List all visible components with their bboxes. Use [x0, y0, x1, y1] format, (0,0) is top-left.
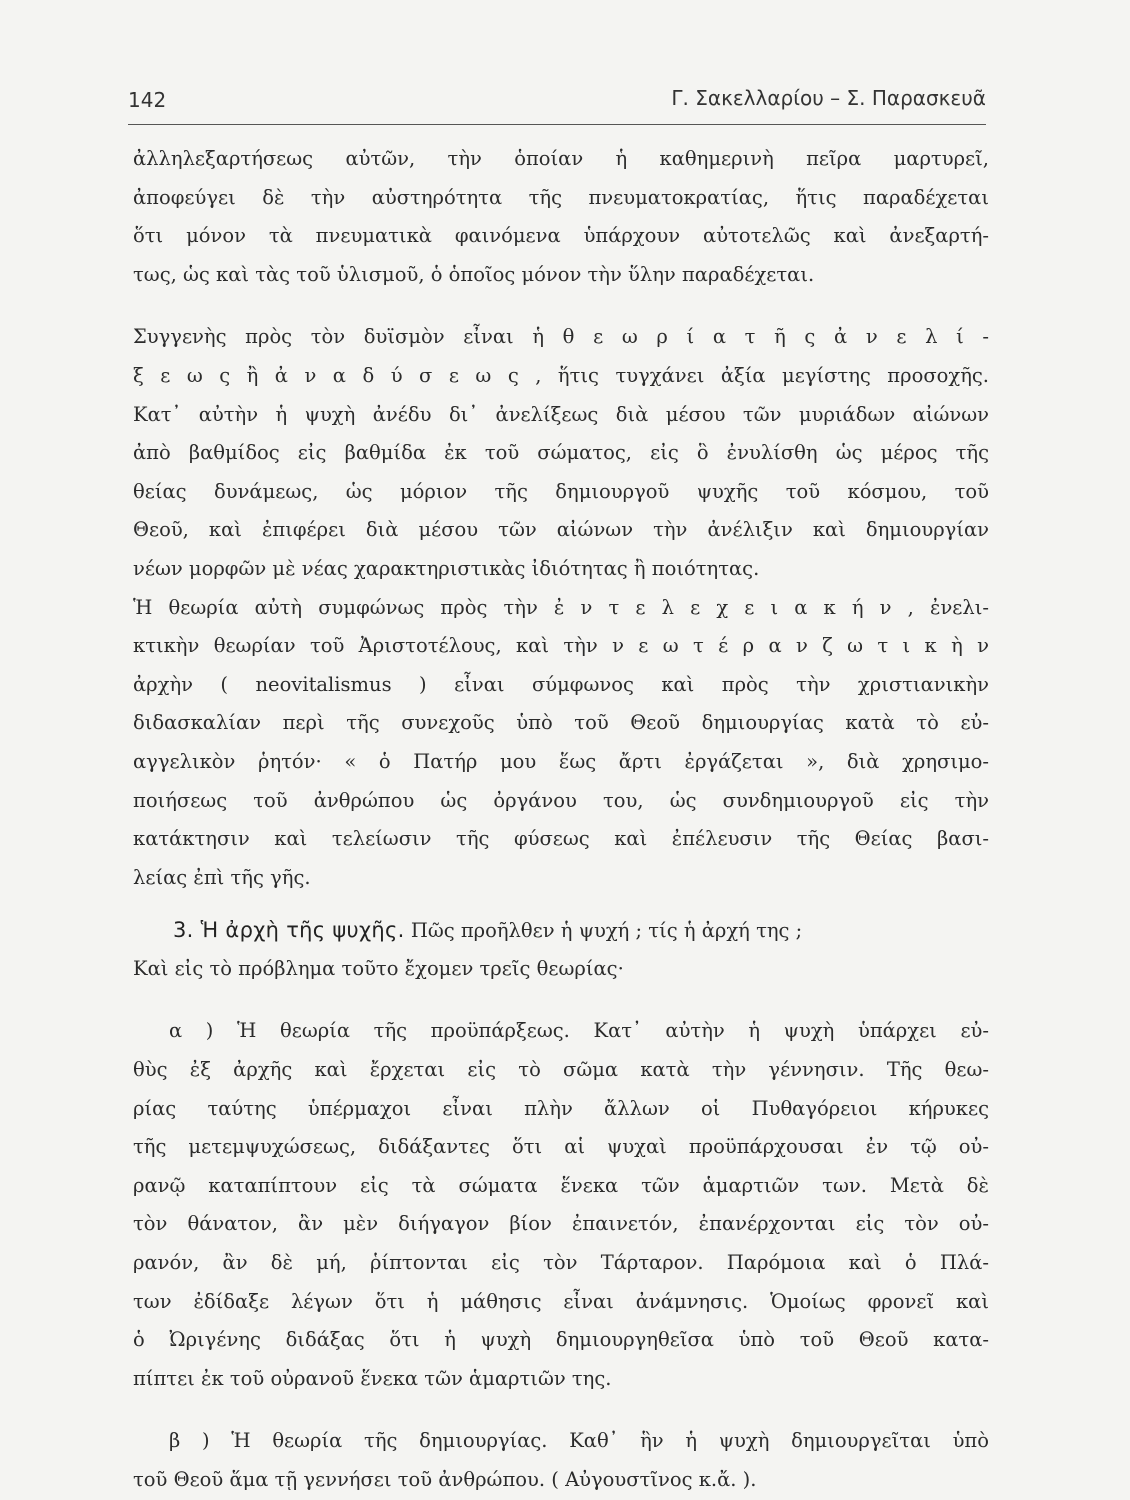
paragraph-gap — [133, 1398, 989, 1422]
text-line: ποιήσεως τοῦ ἀνθρώπου ὡς ὀργάνου του, ὡς συνδημιουργοῦ εἰς τὴν — [133, 788, 989, 812]
text-line: νέων μορφῶν μὲ νέας χαρακτηριστικὰς ἰδιότητας ἢ ποιότητας. — [133, 556, 760, 580]
text-line: τως, ὡς καὶ τὰς τοῦ ὑλισμοῦ, ὁ ὁποῖος μόνον τὴν ὕλην παραδέχεται. — [133, 262, 815, 286]
section-heading: 3. Ἡ ἀρχὴ τῆς ψυχῆς. — [173, 918, 405, 943]
text-line: ρανόν, ἂν δὲ μή, ῥίπτονται εἰς τὸν Τάρταρον. Παρόμοια καὶ ὁ Πλά- — [133, 1251, 989, 1275]
text-line: ἀλληλεξαρτήσεως αὐτῶν, τὴν ὁποίαν ἡ καθημερινὴ πεῖρα μαρτυρεῖ, — [133, 147, 989, 170]
running-head: Γ. Σακελλαρίου – Σ. Παρασκευᾶ — [671, 86, 986, 110]
paragraph-gap — [133, 988, 989, 1012]
paragraph-b — [133, 1422, 989, 1499]
text-line: των ἐδίδαξε λέγων ὅτι ἡ μάθησις εἶναι ἀνάμνησις. Ὁμοίως φρονεῖ καὶ — [133, 1289, 989, 1313]
text-line: αγγελικὸν ῥητόν· « ὁ Πατήρ μου ἕως ἄρτι ἐργάζεται », διὰ χρησιμο- — [133, 749, 989, 773]
paragraph-a — [133, 1012, 989, 1398]
text-line: β ) Ἡ θεωρία τῆς δημιουργίας. Καθ᾽ ἣν ἡ ψυχὴ δημιουργεῖται ὑπὸ — [169, 1429, 989, 1453]
text-line: ρίας ταύτης ὑπέρμαχοι εἶναι πλὴν ἄλλων οἱ Πυθαγόρειοι κήρυκες — [133, 1096, 989, 1120]
paragraph-1 — [133, 140, 989, 294]
text-line: α ) Ἡ θεωρία τῆς προϋπάρξεως. Κατ᾽ αὐτὴν ἡ ψυχὴ ὑπάρχει εὐ- — [169, 1019, 989, 1043]
text-line: ἀρχὴν ( neovitalismus ) εἶναι σύμφωνος καὶ πρὸς τὴν χριστιανικὴν — [133, 672, 989, 696]
text-line: ξ ε ω ς ἢ ἀ ν α δ ύ σ ε ω ς , ἥτις τυγχάνει ἀξία μεγίστης προσοχῆς. — [133, 363, 989, 387]
page-body — [133, 140, 989, 1500]
text-line: ἀποφεύγει δὲ τὴν αὐστηρότητα τῆς πνευματοκρατίας, ἥτις παραδέχεται — [133, 185, 989, 209]
text-line: λείας ἐπὶ τῆς γῆς. — [133, 865, 311, 889]
text-line: θείας δυνάμεως, ὡς μόριον τῆς δημιουργοῦ ψυχῆς τοῦ κόσμου, τοῦ — [133, 479, 989, 503]
text-line: τῆς μετεμψυχώσεως, διδάξαντες ὅτι αἱ ψυχαὶ προϋπάρχουσαι ἐν τῷ οὐ- — [133, 1135, 989, 1159]
text-line: Θεοῦ, καὶ ἐπιφέρει διὰ μέσου τῶν αἰώνων τὴν ἀνέλιξιν καὶ δημιουργίαν — [133, 518, 989, 542]
section-heading-rest: Πῶς προῆλθεν ἡ ψυχή ; τίς ἡ ἀρχή της ; — [410, 919, 803, 943]
text-line: κατάκτησιν καὶ τελείωσιν τῆς φύσεως καὶ ἐπέλευσιν τῆς Θείας βασι- — [133, 827, 989, 851]
text-line: κτικὴν θεωρίαν τοῦ Ἀριστοτέλους, καὶ τὴν ν ε ω τ έ ρ α ν ζ ω τ ι κ ὴ ν — [133, 634, 989, 658]
text-line: Συγγενὴς πρὸς τὸν δυϊσμὸν εἶναι ἡ θ ε ω ρ ί α τ ῆ ς ἀ ν ε λ ί - — [133, 325, 989, 349]
text-line: ρανῷ καταπίπτουν εἰς τὰ σώματα ἕνεκα τῶν ἁμαρτιῶν των. Μετὰ δὲ — [133, 1173, 989, 1197]
text-line: ὁ Ὠριγένης διδάξας ὅτι ἡ ψυχὴ δημιουργηθεῖσα ὑπὸ τοῦ Θεοῦ κατα- — [133, 1328, 989, 1352]
text-line: τὸν θάνατον, ἂν μὲν διήγαγον βίον ἐπαινετόν, ἐπανέρχονται εἰς τὸν οὐ- — [133, 1212, 989, 1236]
text-line: ἀπὸ βαθμίδος εἰς βαθμίδα ἐκ τοῦ σώματος, εἰς ὃ ἐνυλίσθη ὡς μέρος τῆς — [133, 441, 989, 465]
page-number: 142 — [128, 88, 167, 112]
paragraph-3 — [133, 589, 989, 898]
paragraph-gap — [133, 294, 989, 318]
text-line: Ἡ θεωρία αὐτὴ συμφώνως πρὸς τὴν ἐ ν τ ε λ ε χ ε ι α κ ή ν , ἐνελι- — [133, 595, 989, 619]
text-line: Κατ᾽ αὐτὴν ἡ ψυχὴ ἀνέδυ δι᾽ ἀνελίξεως διὰ μέσου τῶν μυριάδων αἰώνων — [133, 402, 989, 426]
text-line: πίπτει ἐκ τοῦ οὐρανοῦ ἕνεκα τῶν ἁμαρτιῶν της. — [133, 1366, 612, 1390]
paragraph-gap — [133, 897, 989, 911]
text-line: Καὶ εἰς τὸ πρόβλημα τοῦτο ἔχομεν τρεῖς θεωρίας· — [133, 956, 624, 980]
text-line: θὺς ἐξ ἀρχῆς καὶ ἔρχεται εἰς τὸ σῶμα κατὰ τὴν γέννησιν. Τῆς θεω- — [133, 1058, 989, 1082]
page-header — [128, 80, 986, 125]
text-line: τοῦ Θεοῦ ἅμα τῇ γεννήσει τοῦ ἀνθρώπου. ( Αὐγουστῖνος κ.ἄ. ). — [133, 1468, 757, 1491]
paragraph-2 — [133, 318, 989, 588]
section-3 — [133, 911, 989, 988]
text-line: διδασκαλίαν περὶ τῆς συνεχοῦς ὑπὸ τοῦ Θεοῦ δημιουργίας κατὰ τὸ εὐ- — [133, 711, 989, 735]
section-heading-line — [133, 911, 989, 950]
text-line: ὅτι μόνον τὰ πνευματικὰ φαινόμενα ὑπάρχουν αὐτοτελῶς καὶ ἀνεξαρτή- — [133, 224, 989, 248]
